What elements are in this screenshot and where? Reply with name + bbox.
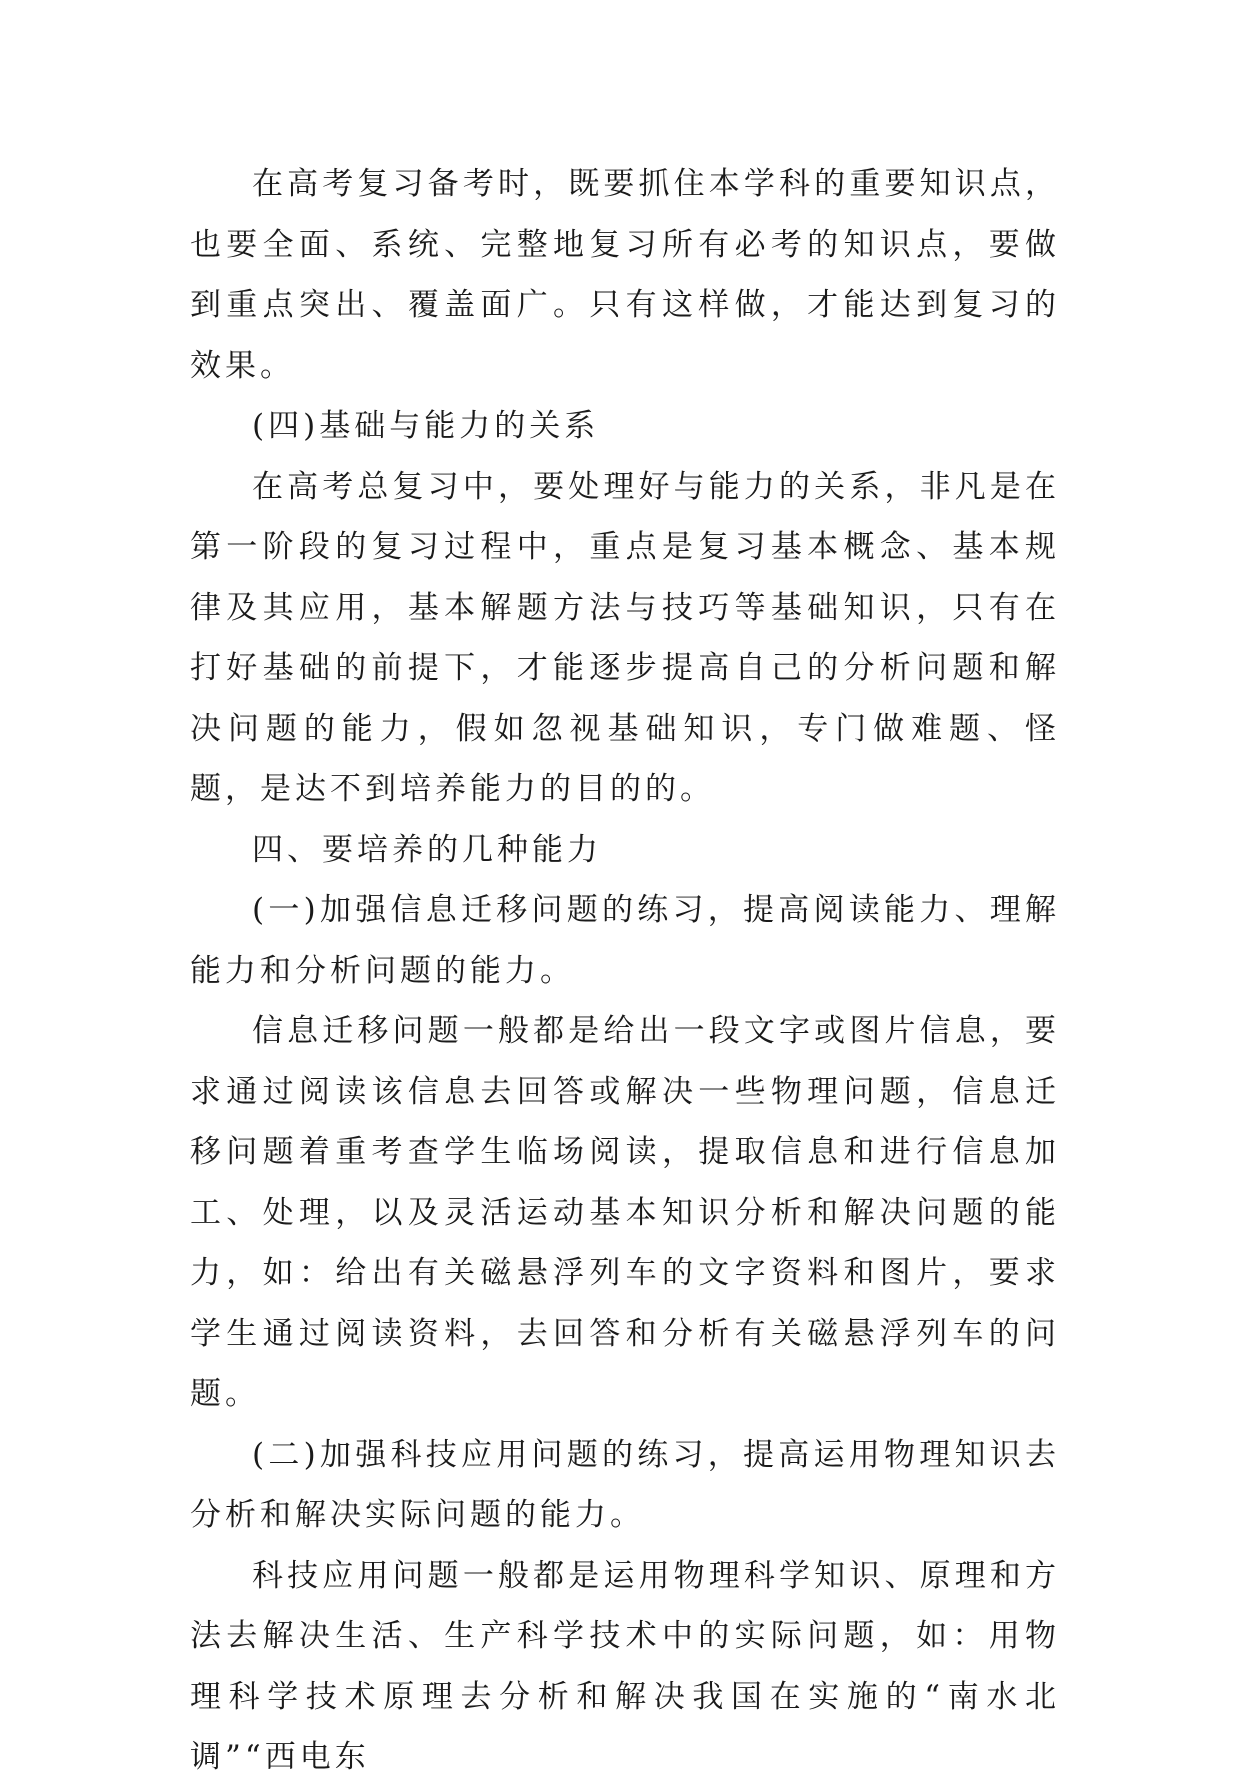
heading-information-transfer: (一)加强信息迁移问题的练习，提高阅读能力、理解能力和分析问题的能力。 [190,892,1060,989]
paragraph-review-scope: 在高考复习备考时，既要抓住本学科的重要知识点，也要全面、系统、完整地复习所有必考的知识点，要做到重点突出、覆盖面广。只有这样做，才能达到复习的效果。 [190,166,1060,384]
document-body [190,154,1060,1788]
heading-technology-application: (二)加强科技应用问题的练习，提高运用物理知识去分析和解决实际问题的能力。 [190,1436,1060,1533]
paragraph-basics-and-ability: 在高考总复习中，要处理好与能力的关系，非凡是在第一阶段的复习过程中，重点是复习基本概念、基本规律及其应用，基本解题方法与技巧等基础知识，只有在打好基础的前提下，才能逐步提高自己的分析问题和解决问题的能力，假如忽视基础知识，专门做难题、怪题，是达不到培养能力的目的的。 [190,468,1060,807]
heading-abilities-to-develop: 四、要培养的几种能力 [252,831,602,868]
paragraph-information-transfer: 信息迁移问题一般都是给出一段文字或图片信息，要求通过阅读该信息去回答或解决一些物理问题，信息迁移问题着重考查学生临场阅读，提取信息和进行信息加工、处理，以及灵活运动基本知识分析和解决问题的能力，如：给出有关磁悬浮列车的文字资料和图片，要求学生通过阅读资料，去回答和分析有关磁悬浮列车的问题。 [190,1013,1060,1412]
paragraph-technology-application: 科技应用问题一般都是运用物理科学知识、原理和方法去解决生活、生产科学技术中的实际问题，如：用物理科学技术原理去分析和解决我国在实施的“南水北调”“西电东 [190,1557,1060,1775]
heading-basics-and-ability: (四)基础与能力的关系 [252,408,600,444]
